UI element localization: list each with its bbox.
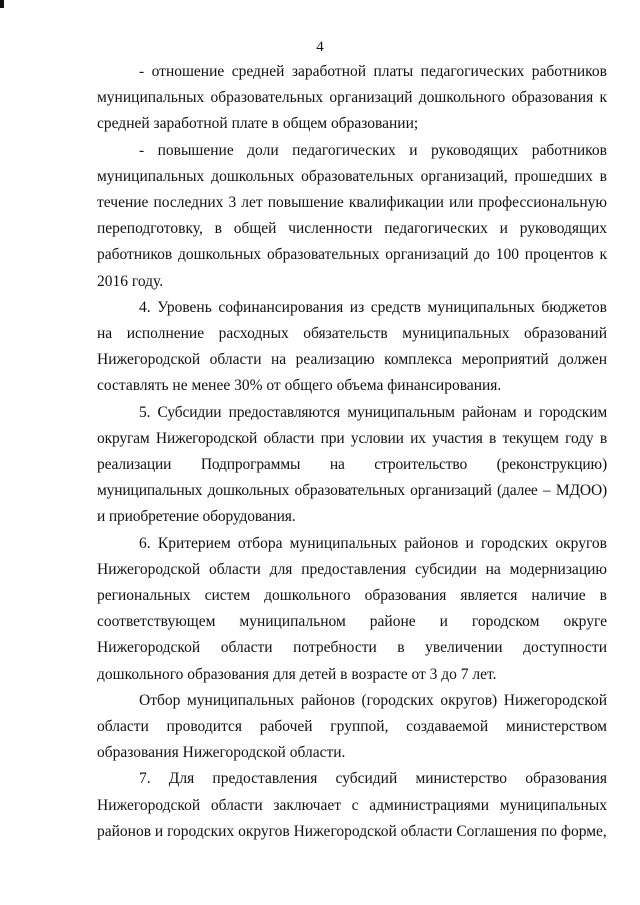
paragraph-qualification-share: - повышение доли педагогических и руководящих работников муниципальных дошкольных образовательных организаций, прошедших в течение последних 3 лет повышение квалификации или профессиональную переподготовку, в общей численности педагогических и руководящих работников дошкольных образовательных организаций до 100 процентов к 2016 году.	[97, 141, 607, 290]
page-number: 4	[316, 39, 324, 55]
paragraph-salary-ratio: - отношение средней заработной платы педагогических работников муниципальных образовательных организаций дошкольного образования к средней заработной плате в общем образовании;	[97, 63, 607, 133]
paragraph-agreements: 7. Для предоставления субсидий министерство образования Нижегородской области заключает с администрациями муниципальных районов и городских округов Нижегородской области Соглашения по форме,	[97, 770, 607, 840]
paragraph-cofinancing-level: 4. Уровень софинансирования из средств муниципальных бюджетов на исполнение расходных обязательств муниципальных образований Нижегородской области на реализацию комплекса мероприятий должен составлять не менее 30% от общего объема финансирования.	[97, 298, 607, 395]
paragraph-selection-criterion: 6. Критерием отбора муниципальных районов и городских округов Нижегородской области для предоставления субсидии на модернизацию региональных систем дошкольного образования является наличие в соответствующем муниципальном районе и городском округе Нижегородской области потребности в увеличении доступности дошкольного образования для детей в возрасте от 3 до 7 лет.	[97, 534, 607, 683]
paragraph-subsidies-provision: 5. Субсидии предоставляются муниципальным районам и городским округам Нижегородской области при условии их участия в текущем году в реализации Подпрограммы на строительство (реконструкцию) муниципальных дошкольных образовательных организаций (далее – МДОО) и приобретение оборудования.	[97, 403, 607, 526]
document-body	[97, 59, 607, 845]
paragraph-selection-procedure: Отбор муниципальных районов (городских округов) Нижегородской области проводится рабочей группой, создаваемой министерством образования Нижегородской области.	[97, 691, 607, 762]
scan-corner-mark	[0, 0, 4, 8]
